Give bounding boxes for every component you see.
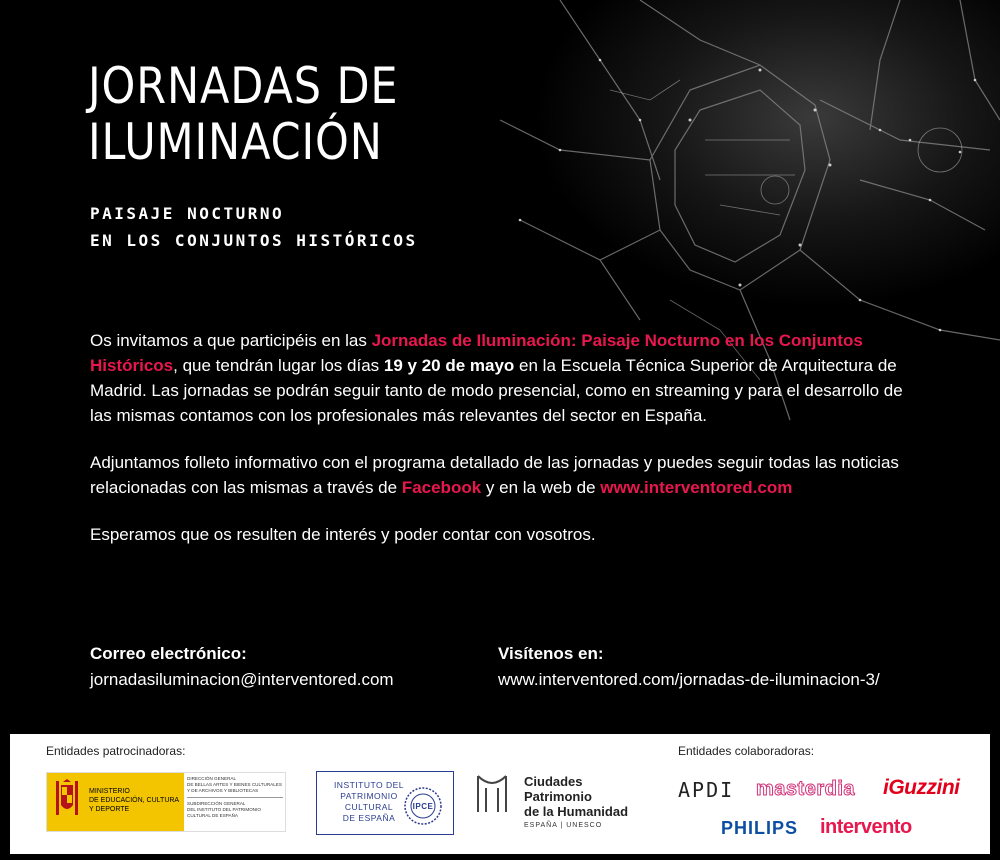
title-line-1: JORNADAS DE	[88, 57, 399, 115]
visit-contact	[498, 644, 880, 690]
paragraph-invitation	[90, 328, 920, 428]
p2-text-a: Adjuntamos folleto informativo con el programa detallado de las jornadas y puedes seguir todas las noticias relacionadas con las mismas a través de	[90, 453, 899, 497]
p1-text-b: , que tendrán lugar los días	[173, 356, 384, 375]
masterdia-text: masterdia	[756, 778, 855, 800]
email-contact	[90, 644, 394, 690]
facebook-link[interactable]: Facebook	[401, 478, 482, 497]
subtitle-line-2: EN LOS CONJUNTOS HISTÓRICOS	[90, 231, 418, 250]
ipce-line-1: INSTITUTO DEL	[333, 780, 405, 790]
ciudades-emblem-icon	[474, 772, 510, 816]
ministry-line-2: DE EDUCACIÓN, CULTURA	[89, 797, 180, 804]
ciudades-line-1: Ciudades	[524, 774, 583, 789]
visit-url-link[interactable]: www.interventored.com/jornadas-de-iluminacion-3/	[498, 670, 880, 689]
ministry-departments	[187, 776, 283, 819]
p2-text-b: y en la web de	[481, 478, 601, 497]
ministry-dept-1: DIRECCIÓN GENERAL	[187, 776, 237, 781]
ministry-yellow-block	[47, 773, 184, 831]
ipce-name	[327, 780, 411, 824]
footer-panel	[10, 734, 990, 854]
apdi-logo[interactable]: APDI	[678, 778, 735, 802]
ministry-line-3: Y DEPORTE	[89, 806, 130, 813]
philips-logo[interactable]: PHILIPS	[721, 818, 799, 838]
ministry-dept-4: SUBDIRECCIÓN GENERAL	[187, 801, 246, 806]
collaborators-label: Entidades colaboradoras:	[678, 744, 815, 758]
ministry-dept-2: DE BELLAS ARTES Y BIENES CULTURALES	[187, 782, 282, 787]
footer-logos	[0, 728, 1000, 860]
event-subtitle	[90, 200, 418, 254]
ciudades-name	[524, 774, 628, 819]
ipce-line-4: DE ESPAÑA	[342, 813, 396, 823]
ciudades-line-3: de la Humanidad	[524, 804, 629, 819]
paragraph-brochure	[90, 450, 920, 500]
ciudades-subtitle: ESPAÑA | UNESCO	[524, 822, 603, 829]
ipce-line-2: PATRIMONIO	[340, 791, 398, 801]
invitation-body	[90, 328, 920, 569]
event-title	[88, 58, 398, 170]
iguzzini-logo[interactable]: iGuzzini	[883, 776, 960, 799]
p1-text-a: Os invitamos a que participéis en las	[90, 331, 372, 350]
sponsors-label: Entidades patrocinadoras:	[46, 744, 186, 758]
ciudades-line-2: Patrimonio	[524, 789, 592, 804]
event-dates: 19 y 20 de mayo	[383, 356, 515, 375]
ministry-dept-3: Y DE ARCHIVOS Y BIBLIOTECAS	[187, 788, 259, 793]
ministry-dept-6: CULTURAL DE ESPAÑA	[187, 813, 238, 818]
subtitle-line-1: PAISAJE NOCTURNO	[90, 204, 285, 223]
p1-text-c: en la Escuela Técnica Superior de Arquitectura de Madrid. Las jornadas se podrán seguir tanto de modo presencial, como en streaming y para el desarrollo de las mismas contamos con los profesionales más relevantes del sector en España.	[90, 356, 903, 425]
ipce-logo[interactable]	[316, 771, 454, 835]
title-line-2: ILUMINACIÓN	[88, 113, 383, 171]
ipce-emblem-icon	[403, 786, 443, 826]
email-label: Correo electrónico:	[90, 644, 247, 663]
ipce-line-3: CULTURAL	[344, 802, 394, 812]
ipce-mark-text: IPCE	[412, 802, 434, 811]
masterdia-logo[interactable]	[756, 778, 855, 801]
ministry-name	[89, 787, 179, 814]
event-name-highlight: Jornadas de Iluminación: Paisaje Nocturno en los Conjuntos Históricos	[90, 331, 863, 375]
website-link[interactable]: www.interventored.com	[600, 478, 793, 497]
visit-label: Visítenos en:	[498, 644, 604, 663]
ministry-divider	[187, 797, 283, 798]
email-address-link[interactable]: jornadasiluminacion@interventored.com	[90, 670, 394, 689]
paragraph-closing: Esperamos que os resulten de interés y poder contar con vosotros.	[90, 525, 596, 544]
intervento-logo[interactable]: intervento	[820, 816, 912, 838]
ciudades-patrimonio-logo[interactable]	[474, 772, 644, 832]
ministry-dept-5: DEL INSTITUTO DEL PATRIMONIO	[187, 807, 261, 812]
coat-of-arms-icon	[53, 779, 81, 821]
ministry-logo[interactable]	[46, 772, 286, 832]
ministry-line-1: MINISTERIO	[89, 788, 130, 795]
